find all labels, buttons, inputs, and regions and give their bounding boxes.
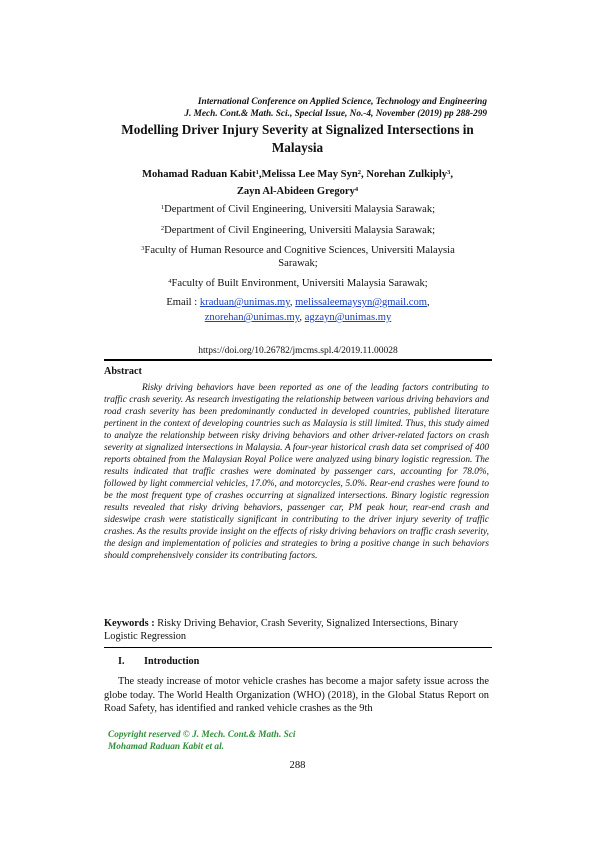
affiliation-1 xyxy=(108,203,488,216)
title-line-2: Malaysia xyxy=(271,140,324,155)
email-separator: , xyxy=(299,312,305,323)
abstract-heading: Abstract xyxy=(104,366,142,377)
copyright-footer xyxy=(108,730,295,753)
email-line-2 xyxy=(108,310,488,325)
affiliation-text: Department of Civil Engineering, Universiti Malaysia Sarawak; xyxy=(164,225,436,236)
conference-name: International Conference on Applied Science, Technology and Engineering xyxy=(197,97,487,107)
keywords-text: Risky Driving Behavior, Crash Severity, Signalized Intersections, Binary Logistic Regression xyxy=(104,618,459,642)
affiliation-text: Faculty of Built Environment, Universiti Malaysia Sarawak; xyxy=(171,278,428,289)
author-name: ,Melissa Lee May Syn xyxy=(258,169,358,180)
journal-header xyxy=(184,96,487,120)
affiliation-sup: 3 xyxy=(141,245,145,252)
email-link[interactable]: agzayn@unimas.my xyxy=(304,312,392,323)
keywords-label: Keywords : xyxy=(104,618,158,629)
affiliation-4 xyxy=(108,277,488,290)
title-line-1: Modelling Driver Injury Severity at Signalized Intersections in xyxy=(121,122,474,137)
author-name: Zayn Al-Abideen Gregory xyxy=(236,186,355,197)
affiliation-3 xyxy=(108,244,488,270)
doi-link[interactable]: https://doi.org/10.26782/jmcms.spl.4/2019.11.00028 xyxy=(198,346,398,356)
author-affil-sup: 1 xyxy=(255,169,259,176)
author-line-2 xyxy=(100,183,495,200)
affiliation-sup: 2 xyxy=(160,225,165,232)
section-number: I. xyxy=(118,656,125,667)
email-link[interactable]: kraduan@unimas.my xyxy=(199,297,290,308)
journal-citation: J. Mech. Cont.& Math. Sci., Special Issue, No.-4, November (2019) pp 288-299 xyxy=(184,109,487,119)
author-name: , Norehan Zulkiply xyxy=(361,169,448,180)
section-heading xyxy=(118,656,199,667)
affiliation-sup: 4 xyxy=(168,278,172,285)
author-list xyxy=(100,166,495,200)
author-affil-sup: 2 xyxy=(357,169,362,176)
page-number: 288 xyxy=(289,760,306,771)
email-line-1 xyxy=(108,295,488,310)
header-divider xyxy=(104,359,492,361)
affiliation-text: Department of Civil Engineering, Universiti Malaysia Sarawak; xyxy=(164,204,436,215)
running-author: Mohamad Raduan Kabit et al. xyxy=(108,741,224,752)
email-separator: , xyxy=(289,297,296,308)
affiliation-2 xyxy=(108,224,488,237)
paper-title xyxy=(100,121,495,157)
email-link[interactable]: melissaleemaysyn@gmail.com xyxy=(295,297,428,308)
email-label: Email : xyxy=(166,297,200,308)
email-link[interactable]: znorehan@unimas.my xyxy=(204,312,300,323)
email-block xyxy=(108,295,488,325)
introduction-paragraph: The steady increase of motor vehicle crashes has become a major safety issue across the globe today. The World Health Organization (WHO) (2018), in the Global Status Report on Road Safety, has identified and ranked vehicle crashes as the 9th xyxy=(104,676,489,715)
affiliation-sup: 1 xyxy=(160,204,165,211)
author-affil-sup: 3 xyxy=(447,169,451,176)
abstract-body: Risky driving behaviors have been reported as one of the leading factors contributing to traffic crash severity. As research investigating the relationship between various driving behaviors and road crash severity has been predominantly conducted in developed countries, published literature pertinent in the context of developing countries such as Malaysia is still limited. Thus, this study aimed to analyze the relationship between risky driving behaviors and other driver-related factors on crash severity at signalized intersections in Malaysia. A four-year historical crash data set comprised of 400 reports obtained from the Malaysian Royal Police were analyzed using binary logistic regression. The results indicated that traffic crashes were dominated by passenger cars, accounting for 78.0%, followed by light commercial vehicles, 17.0%, and motorcycles, 5.0%. Rear-end crashes were found to be the most frequent type of crashes occurring at signalized intersections. Binary logistic regression results revealed that risky driving behaviors, passenger car, PM peak hour, rear-end crash and sideswipe crash were statistically significant in contributing to the driver injury severity of traffic crashes. As the results provide insight on the effects of risky driving behaviors on traffic crash severity, the design and implementation of policies and strategies to bring a positive change in such behaviors should comprehensively consider its contributing factors. xyxy=(104,383,489,561)
affiliation-text: Sarawak; xyxy=(278,258,318,269)
affiliation-text: Faculty of Human Resource and Cognitive Sciences, Universiti Malaysia xyxy=(144,245,455,256)
author-separator: , xyxy=(450,169,453,180)
author-line-1 xyxy=(100,166,495,183)
abstract-divider xyxy=(104,647,492,648)
keywords xyxy=(104,617,489,643)
author-affil-sup: 4 xyxy=(354,186,359,193)
email-separator: , xyxy=(427,297,430,308)
author-name: Mohamad Raduan Kabit xyxy=(142,169,256,180)
section-title: Introduction xyxy=(144,656,200,667)
copyright-line: Copyright reserved © J. Mech. Cont.& Math. Sci xyxy=(108,730,296,740)
